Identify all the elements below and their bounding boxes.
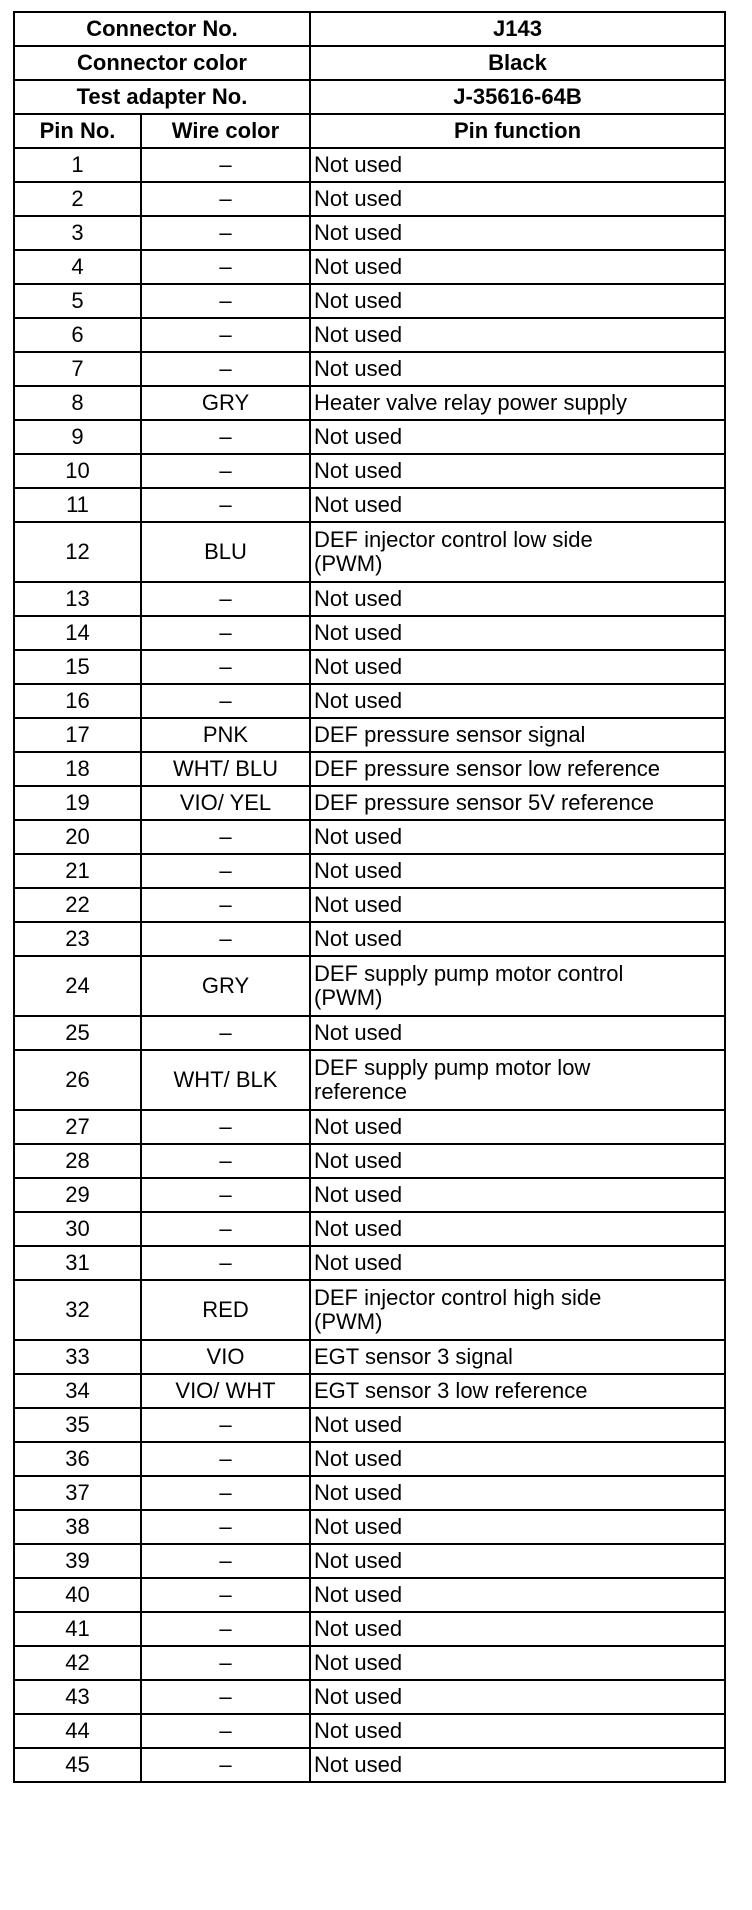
table-row — [14, 488, 725, 522]
pin-number-cell: 32 — [14, 1280, 141, 1340]
table-row — [14, 1714, 725, 1748]
table-row — [14, 250, 725, 284]
table-row — [14, 1280, 725, 1340]
table-row — [14, 352, 725, 386]
pin-function-cell: Heater valve relay power supply — [310, 386, 725, 420]
table-row — [14, 420, 725, 454]
pin-function-header: Pin function — [310, 114, 725, 148]
table-row — [14, 1144, 725, 1178]
table-row — [14, 582, 725, 616]
wire-color-cell: VIO/ YEL — [141, 786, 310, 820]
wire-color-cell: GRY — [141, 956, 310, 1016]
table-row — [14, 1050, 725, 1110]
column-header-row — [14, 114, 725, 148]
pin-function-cell — [310, 522, 725, 582]
pin-function-line: (PWM) — [314, 551, 383, 576]
pin-no-header: Pin No. — [14, 114, 141, 148]
table-row — [14, 1408, 725, 1442]
table-row — [14, 752, 725, 786]
wire-color-cell: WHT/ BLK — [141, 1050, 310, 1110]
pin-function-cell: Not used — [310, 854, 725, 888]
pin-function-cell: Not used — [310, 820, 725, 854]
pin-number-cell: 43 — [14, 1680, 141, 1714]
test-adapter-value: J-35616-64B — [310, 80, 725, 114]
wire-color-cell: GRY — [141, 386, 310, 420]
wire-color-cell: VIO — [141, 1340, 310, 1374]
pin-number-cell: 40 — [14, 1578, 141, 1612]
wire-color-cell: – — [141, 454, 310, 488]
pin-function-line: (PWM) — [314, 1309, 383, 1334]
pin-function-cell: Not used — [310, 616, 725, 650]
table-row — [14, 1646, 725, 1680]
pin-function-line: (PWM) — [314, 985, 383, 1010]
wire-color-cell: – — [141, 854, 310, 888]
connector-color-label: Connector color — [14, 46, 310, 80]
connector-no-row — [14, 12, 725, 46]
pin-function-cell — [310, 956, 725, 1016]
pin-function-cell: Not used — [310, 318, 725, 352]
table-row — [14, 216, 725, 250]
pin-number-cell: 39 — [14, 1544, 141, 1578]
wire-color-cell: – — [141, 616, 310, 650]
pin-number-cell: 2 — [14, 182, 141, 216]
pin-number-cell: 22 — [14, 888, 141, 922]
pin-number-cell: 12 — [14, 522, 141, 582]
table-row — [14, 888, 725, 922]
pin-function-cell: Not used — [310, 454, 725, 488]
wire-color-cell: – — [141, 1442, 310, 1476]
wire-color-cell: RED — [141, 1280, 310, 1340]
table-row — [14, 1340, 725, 1374]
pin-function-line: DEF injector control high side — [314, 1285, 602, 1310]
connector-pinout-table — [13, 11, 726, 1783]
pin-function-line: DEF supply pump motor control — [314, 961, 624, 986]
wire-color-cell: – — [141, 182, 310, 216]
pin-function-cell: Not used — [310, 488, 725, 522]
wire-color-cell: – — [141, 148, 310, 182]
pin-function-cell — [310, 1280, 725, 1340]
wire-color-cell: – — [141, 582, 310, 616]
table-row — [14, 1246, 725, 1280]
pin-function-cell: Not used — [310, 148, 725, 182]
wire-color-cell: – — [141, 1510, 310, 1544]
pin-function-cell: Not used — [310, 250, 725, 284]
pin-number-cell: 28 — [14, 1144, 141, 1178]
pin-number-cell: 38 — [14, 1510, 141, 1544]
pin-function-cell: DEF pressure sensor 5V reference — [310, 786, 725, 820]
connector-color-value: Black — [310, 46, 725, 80]
table-row — [14, 386, 725, 420]
wire-color-cell: – — [141, 684, 310, 718]
pin-function-cell: Not used — [310, 1178, 725, 1212]
pin-function-cell: Not used — [310, 284, 725, 318]
wire-color-cell: – — [141, 1016, 310, 1050]
wire-color-cell: – — [141, 1408, 310, 1442]
pin-number-cell: 1 — [14, 148, 141, 182]
wire-color-cell: – — [141, 1578, 310, 1612]
pin-number-cell: 16 — [14, 684, 141, 718]
pin-function-cell: Not used — [310, 1476, 725, 1510]
table-row — [14, 1544, 725, 1578]
connector-no-value: J143 — [310, 12, 725, 46]
pin-function-cell: Not used — [310, 1646, 725, 1680]
table-row — [14, 1212, 725, 1246]
pin-number-cell: 21 — [14, 854, 141, 888]
pin-function-line: DEF supply pump motor low — [314, 1055, 591, 1080]
pin-number-cell: 24 — [14, 956, 141, 1016]
pin-number-cell: 6 — [14, 318, 141, 352]
pin-number-cell: 33 — [14, 1340, 141, 1374]
wire-color-cell: – — [141, 1646, 310, 1680]
pin-number-cell: 27 — [14, 1110, 141, 1144]
pin-function-cell: Not used — [310, 922, 725, 956]
table-row — [14, 718, 725, 752]
wire-color-cell: – — [141, 284, 310, 318]
pin-function-cell: Not used — [310, 216, 725, 250]
wire-color-cell: – — [141, 1246, 310, 1280]
pin-number-cell: 44 — [14, 1714, 141, 1748]
test-adapter-row — [14, 80, 725, 114]
pin-number-cell: 41 — [14, 1612, 141, 1646]
pin-function-cell: Not used — [310, 1144, 725, 1178]
pin-number-cell: 20 — [14, 820, 141, 854]
wire-color-cell: – — [141, 922, 310, 956]
pin-function-cell: Not used — [310, 684, 725, 718]
pin-function-cell: Not used — [310, 888, 725, 922]
pin-number-cell: 13 — [14, 582, 141, 616]
pin-function-cell: Not used — [310, 1016, 725, 1050]
wire-color-cell: – — [141, 318, 310, 352]
pin-number-cell: 35 — [14, 1408, 141, 1442]
table-row — [14, 1110, 725, 1144]
pin-function-cell: Not used — [310, 1110, 725, 1144]
wire-color-cell: VIO/ WHT — [141, 1374, 310, 1408]
table-row — [14, 1578, 725, 1612]
table-row — [14, 284, 725, 318]
table-row — [14, 1748, 725, 1782]
table-row — [14, 1016, 725, 1050]
table-row — [14, 148, 725, 182]
pin-number-cell: 36 — [14, 1442, 141, 1476]
table-row — [14, 1476, 725, 1510]
pin-function-cell: Not used — [310, 420, 725, 454]
table-row — [14, 956, 725, 1016]
pin-function-cell: Not used — [310, 1442, 725, 1476]
table-row — [14, 820, 725, 854]
pin-number-cell: 4 — [14, 250, 141, 284]
pin-number-cell: 37 — [14, 1476, 141, 1510]
table-row — [14, 922, 725, 956]
wire-color-cell: WHT/ BLU — [141, 752, 310, 786]
pin-function-cell: Not used — [310, 582, 725, 616]
pin-number-cell: 14 — [14, 616, 141, 650]
connector-no-label: Connector No. — [14, 12, 310, 46]
pin-number-cell: 23 — [14, 922, 141, 956]
wire-color-cell: – — [141, 1476, 310, 1510]
pin-function-cell: Not used — [310, 1578, 725, 1612]
pin-function-cell: Not used — [310, 182, 725, 216]
pin-number-cell: 15 — [14, 650, 141, 684]
pin-function-line: DEF injector control low side — [314, 527, 593, 552]
wire-color-cell: – — [141, 1110, 310, 1144]
pin-number-cell: 30 — [14, 1212, 141, 1246]
wire-color-header: Wire color — [141, 114, 310, 148]
table-row — [14, 1178, 725, 1212]
wire-color-cell: – — [141, 1612, 310, 1646]
test-adapter-label: Test adapter No. — [14, 80, 310, 114]
pin-number-cell: 42 — [14, 1646, 141, 1680]
wire-color-cell: – — [141, 1212, 310, 1246]
wire-color-cell: – — [141, 216, 310, 250]
pin-number-cell: 9 — [14, 420, 141, 454]
pin-function-cell: Not used — [310, 1612, 725, 1646]
pin-function-cell: EGT sensor 3 signal — [310, 1340, 725, 1374]
table-row — [14, 1442, 725, 1476]
wire-color-cell: – — [141, 1748, 310, 1782]
pin-function-cell: Not used — [310, 1748, 725, 1782]
wire-color-cell: – — [141, 1544, 310, 1578]
pin-number-cell: 11 — [14, 488, 141, 522]
pin-function-cell: Not used — [310, 1212, 725, 1246]
connector-color-row — [14, 46, 725, 80]
pin-function-cell: Not used — [310, 1246, 725, 1280]
wire-color-cell: – — [141, 1144, 310, 1178]
pin-function-cell: Not used — [310, 352, 725, 386]
wire-color-cell: – — [141, 488, 310, 522]
wire-color-cell: – — [141, 352, 310, 386]
pin-function-cell: DEF pressure sensor signal — [310, 718, 725, 752]
pin-function-cell: Not used — [310, 1510, 725, 1544]
pin-number-cell: 18 — [14, 752, 141, 786]
pin-function-cell — [310, 1050, 725, 1110]
pin-number-cell: 7 — [14, 352, 141, 386]
table-row — [14, 1510, 725, 1544]
wire-color-cell: – — [141, 1714, 310, 1748]
pin-function-cell: DEF pressure sensor low reference — [310, 752, 725, 786]
pin-number-cell: 5 — [14, 284, 141, 318]
pin-number-cell: 31 — [14, 1246, 141, 1280]
wire-color-cell: – — [141, 250, 310, 284]
pin-function-cell: Not used — [310, 1714, 725, 1748]
table-row — [14, 522, 725, 582]
table-row — [14, 650, 725, 684]
pin-function-cell: EGT sensor 3 low reference — [310, 1374, 725, 1408]
table-row — [14, 1374, 725, 1408]
wire-color-cell: BLU — [141, 522, 310, 582]
wire-color-cell: PNK — [141, 718, 310, 752]
table-row — [14, 616, 725, 650]
table-row — [14, 454, 725, 488]
pin-number-cell: 45 — [14, 1748, 141, 1782]
wire-color-cell: – — [141, 1178, 310, 1212]
wire-color-cell: – — [141, 1680, 310, 1714]
pin-number-cell: 8 — [14, 386, 141, 420]
pin-number-cell: 29 — [14, 1178, 141, 1212]
wire-color-cell: – — [141, 650, 310, 684]
pin-number-cell: 34 — [14, 1374, 141, 1408]
pin-function-line: reference — [314, 1079, 407, 1104]
wire-color-cell: – — [141, 820, 310, 854]
pin-number-cell: 25 — [14, 1016, 141, 1050]
table-row — [14, 1612, 725, 1646]
pin-number-cell: 10 — [14, 454, 141, 488]
pin-function-cell: Not used — [310, 1408, 725, 1442]
table-row — [14, 318, 725, 352]
wire-color-cell: – — [141, 420, 310, 454]
table-row — [14, 1680, 725, 1714]
table-row — [14, 684, 725, 718]
pin-number-cell: 3 — [14, 216, 141, 250]
table-row — [14, 854, 725, 888]
pin-number-cell: 26 — [14, 1050, 141, 1110]
wire-color-cell: – — [141, 888, 310, 922]
pin-function-cell: Not used — [310, 1544, 725, 1578]
table-row — [14, 182, 725, 216]
pin-function-cell: Not used — [310, 650, 725, 684]
pin-number-cell: 17 — [14, 718, 141, 752]
pin-number-cell: 19 — [14, 786, 141, 820]
pin-function-cell: Not used — [310, 1680, 725, 1714]
table-row — [14, 786, 725, 820]
